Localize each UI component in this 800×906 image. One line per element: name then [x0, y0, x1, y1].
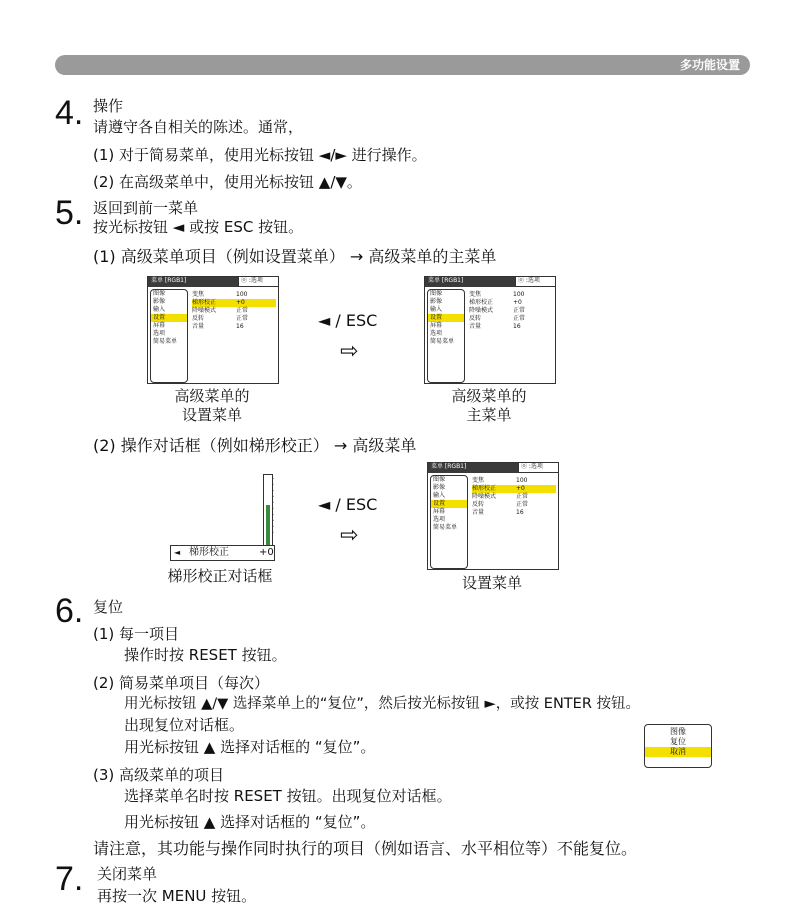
menu-row: [472, 493, 556, 501]
reset-dialog: [644, 724, 712, 768]
menu-row: [469, 315, 553, 323]
reset-dialog-item-selected: 取消: [645, 747, 711, 757]
esc-label-2: ◄ / ESC: [318, 495, 378, 514]
menu-row-selected: [192, 299, 276, 307]
right-arrow-icon: ⇨: [340, 523, 359, 548]
menu-settings-grid: [192, 291, 276, 331]
reset-dialog-item: 复位: [670, 737, 686, 746]
menu-row-key: 降噪模式: [469, 307, 494, 314]
step-number-5: 5.: [55, 194, 84, 232]
menu-row-value: 正常: [516, 493, 529, 500]
menu-left-item-selected: 设置: [431, 500, 467, 508]
menu-settings-grid: [472, 477, 556, 517]
menu-row-key: 音量: [469, 323, 482, 330]
menu-row-key: 反转: [472, 501, 485, 508]
caption-setup-menu-1: 高级菜单的: [174, 387, 250, 405]
menu-left-item: 选项: [430, 330, 443, 337]
section-header-title: 多功能设置: [679, 58, 740, 72]
menu-row: [192, 315, 276, 323]
menu-row-value: 16: [516, 509, 524, 516]
main-menu-screenshot: [424, 276, 556, 384]
menu-row-key: 梯形校正: [469, 299, 494, 306]
step-6-b2: 用光标按钮 ▲/▼ 选择菜单上的“复位”，然后按光标按钮 ►，或按 ENTER 按钮。: [124, 696, 641, 712]
menu-row-key: 降噪模式: [192, 307, 217, 314]
caption-setup-menu-2: 设置菜单: [181, 406, 242, 424]
caption-keystone-dialog: 梯形校正对话框: [167, 567, 273, 585]
menu-left-item: 简易菜单: [430, 338, 455, 345]
step-5-sub1: (1) 高级菜单项目（例如设置菜单） → 高级菜单的主菜单: [93, 247, 497, 266]
menu-row-key: 变焦: [469, 291, 482, 298]
menu-row-key: 变焦: [192, 291, 205, 298]
menu-left-item: 屏幕: [433, 508, 446, 515]
keystone-dialog-box: [170, 545, 275, 561]
menu-left-item: 影像: [153, 298, 166, 305]
menu-left-item: 简易菜单: [153, 338, 178, 345]
step-number-6: 6.: [55, 592, 84, 630]
menu-left-list: [150, 289, 188, 383]
menu-row-value: 16: [513, 323, 521, 330]
menu-row: [469, 291, 553, 299]
caption-setup-menu-3: 设置菜单: [461, 574, 522, 592]
menu-row-value: 100: [236, 291, 248, 298]
menu-option-label: ⓪ :选项: [518, 463, 558, 473]
keystone-ticks: - - - - - - - - - -: [272, 475, 275, 536]
menu-row: [472, 509, 556, 517]
menu-left-item-selected: 设置: [151, 314, 187, 322]
menu-left-item: 图像: [153, 290, 166, 297]
menu-left-item: 输入: [433, 492, 446, 499]
menu-row-key: 反转: [469, 315, 482, 322]
step-7-line1: 再按一次 MENU 按钮。: [97, 887, 257, 905]
menu-row-key: 梯形校正: [472, 485, 497, 492]
menu-row-selected: [472, 485, 556, 493]
step-4-line3: (2) 在高级菜单中，使用光标按钮 ▲/▼。: [93, 173, 362, 191]
menu-left-list: [427, 289, 465, 383]
menu-left-item: 屏幕: [430, 322, 443, 329]
menu-left-item: 影像: [433, 484, 446, 491]
keystone-slider-fill: [266, 505, 270, 545]
step-number-7: 7.: [55, 860, 84, 898]
step-6-note: 请注意，其功能与操作同时执行的项目（例如语言、水平相位等）不能复位。: [93, 839, 638, 858]
left-arrow-icon: ◄: [174, 548, 181, 557]
step-5-title: 返回到前一菜单: [93, 199, 199, 217]
menu-left-item: 输入: [153, 306, 166, 313]
step-number-4: 4.: [55, 94, 84, 132]
menu-row-value: +0: [516, 485, 525, 492]
menu-left-item-selected: 设置: [428, 314, 464, 322]
menu-row-value: 正常: [513, 307, 526, 314]
section-header-bar: [55, 55, 750, 75]
menu-row: [192, 307, 276, 315]
menu-row-value: 100: [513, 291, 525, 298]
step-6-title: 复位: [93, 598, 124, 616]
menu-row-key: 梯形校正: [192, 299, 217, 306]
step-6-a2: 操作时按 RESET 按钮。: [124, 646, 287, 664]
step-6-a1: (1) 每一项目: [93, 625, 180, 643]
menu-option-label: ⓪ :选项: [238, 277, 278, 287]
setup-menu-screenshot: [147, 276, 279, 384]
menu-left-item: 选项: [433, 516, 446, 523]
menu-title: 菜单 [RGB1]: [425, 277, 515, 287]
menu-row: [472, 501, 556, 509]
caption-main-menu-1: 高级菜单的: [451, 387, 527, 405]
menu-row-key: 音量: [192, 323, 205, 330]
menu-row: [192, 291, 276, 299]
step-6-b3: 出现复位对话框。: [124, 716, 245, 734]
step-6-c1: (3) 高级菜单的项目: [93, 766, 225, 784]
menu-row-value: 16: [236, 323, 244, 330]
menu-row: [472, 477, 556, 485]
menu-option-label: ⓪ :选项: [515, 277, 555, 287]
esc-label-1: ◄ / ESC: [318, 311, 378, 330]
menu-settings-grid: [469, 291, 553, 331]
menu-left-item: 选项: [153, 330, 166, 337]
keystone-dialog-value: +0: [259, 547, 274, 558]
menu-row-key: 音量: [472, 509, 485, 516]
menu-left-item: 输入: [430, 306, 443, 313]
menu-row-value: 正常: [236, 307, 249, 314]
caption-main-menu-2: 主菜单: [466, 406, 512, 424]
step-4-line1: 请遵守各自相关的陈述。通常，: [93, 118, 304, 136]
menu-row-value: 100: [516, 477, 528, 484]
step-6-b1: (2) 简易菜单项目（每次）: [93, 674, 270, 692]
menu-row-value: +0: [236, 299, 245, 306]
menu-row-value: 正常: [513, 315, 526, 322]
menu-row: [469, 299, 553, 307]
menu-row-value: 正常: [236, 315, 249, 322]
step-6-c3: 用光标按钮 ▲ 选择对话框的 “复位”。: [124, 813, 376, 831]
menu-left-item: 影像: [430, 298, 443, 305]
menu-left-item: 屏幕: [153, 322, 166, 329]
menu-row: [469, 307, 553, 315]
reset-dialog-item: 图像: [670, 727, 686, 736]
menu-row: [469, 323, 553, 331]
menu-title: 菜单 [RGB1]: [148, 277, 238, 287]
menu-row-key: 降噪模式: [472, 493, 497, 500]
step-5-line1: 按光标按钮 ◄ 或按 ESC 按钮。: [93, 218, 304, 236]
step-4-line2: (1) 对于简易菜单，使用光标按钮 ◄/► 进行操作。: [93, 146, 427, 164]
step-7-title: 关闭菜单: [97, 865, 158, 883]
menu-left-list: [430, 475, 468, 569]
step-6-c2: 选择菜单名时按 RESET 按钮。出现复位对话框。: [124, 787, 452, 805]
menu-title: 菜单 [RGB1]: [428, 463, 518, 473]
step-5-sub2: (2) 操作对话框（例如梯形校正） → 高级菜单: [93, 436, 417, 455]
menu-row-value: +0: [513, 299, 522, 306]
menu-left-item: 简易菜单: [433, 524, 458, 531]
keystone-dialog-label: 梯形校正: [189, 547, 229, 558]
step-6-b4: 用光标按钮 ▲ 选择对话框的 “复位”。: [124, 738, 376, 756]
menu-row: [192, 323, 276, 331]
menu-row-key: 反转: [192, 315, 205, 322]
setup-menu-screenshot-2: [427, 462, 559, 570]
menu-left-item: 图像: [430, 290, 443, 297]
menu-row-value: 正常: [516, 501, 529, 508]
menu-row-key: 变焦: [472, 477, 485, 484]
step-4-title: 操作: [93, 97, 124, 115]
right-arrow-icon: ⇨: [340, 339, 359, 364]
menu-left-item: 图像: [433, 476, 446, 483]
